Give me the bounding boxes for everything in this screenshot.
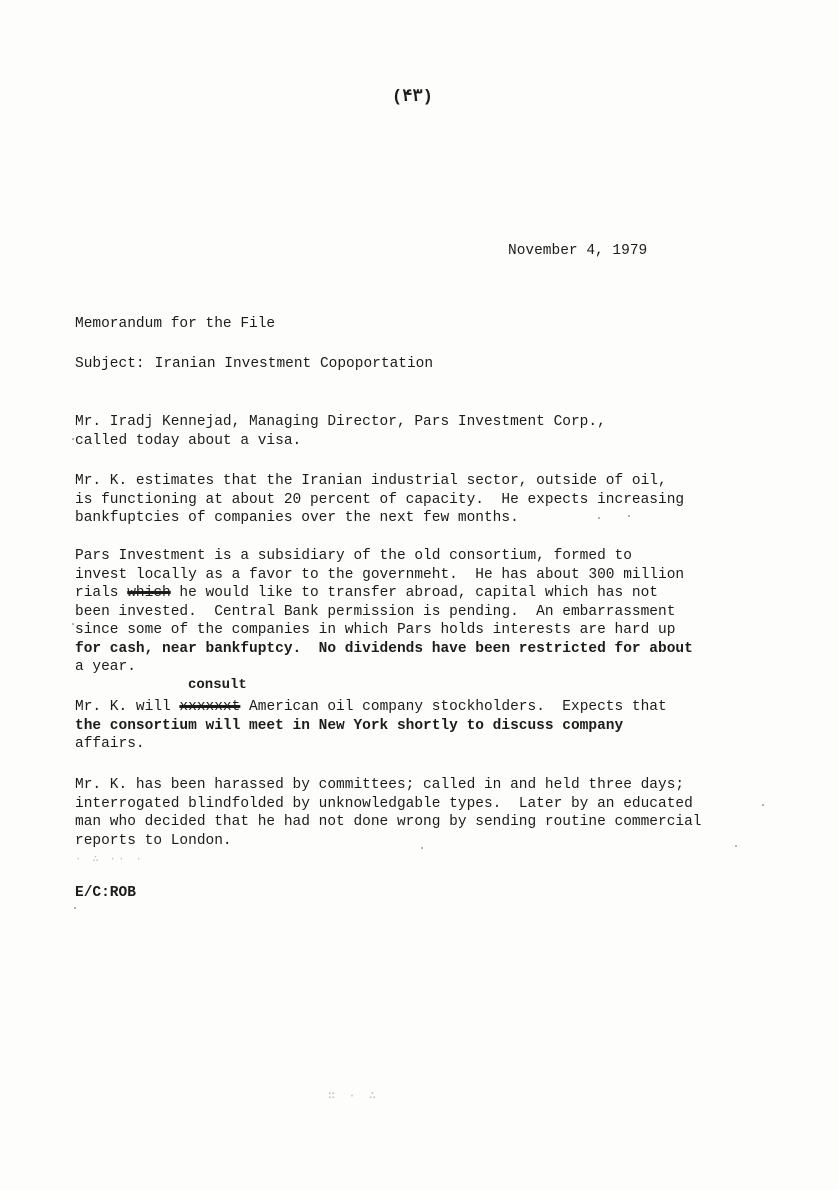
paragraph-line: for cash, near bankfuptcy. No dividends have been restricted for about	[75, 640, 693, 657]
faint-footer-stamp: ∷ · ∴	[328, 1089, 380, 1103]
paragraph-line: invest locally as a favor to the governmeht. He has about 300 million	[75, 566, 685, 583]
paragraph-line: affairs.	[75, 736, 145, 752]
scan-speck	[628, 515, 630, 517]
paragraph-pars-investment	[75, 547, 693, 677]
memo-date: November 4, 1979	[508, 243, 648, 259]
paragraph-line: a year.	[75, 659, 136, 675]
paragraph-visa-call	[75, 413, 606, 450]
paragraph-line: Mr. Iradj Kennejad, Managing Director, Pars Investment Corp.,	[75, 414, 606, 430]
text-run: he would like to transfer abroad, capital which has not	[170, 585, 659, 601]
paragraph-line: is functioning at about 20 percent of capacity. He expects increasing	[75, 491, 685, 508]
paragraph-line: been invested. Central Bank permission is pending. An embarrassment	[75, 603, 676, 620]
scan-speck	[762, 804, 764, 806]
struck-text: xxxxxxt	[179, 699, 241, 715]
paragraph-line: reports to London.	[75, 832, 232, 849]
scan-speck	[421, 847, 423, 849]
paragraph-line	[75, 584, 693, 603]
subject-label: Subject:	[75, 356, 145, 372]
scan-speck	[598, 517, 600, 519]
paragraph-line: Pars Investment is a subsidiary of the old consortium, formed to	[75, 548, 632, 564]
paragraph-line: since some of the companies in which Pars holds interests are hard up	[75, 622, 676, 638]
paragraph-line: bankfuptcies of companies over the next few months.	[75, 510, 519, 526]
paragraph-line	[75, 698, 667, 717]
text-run: rials	[75, 585, 128, 601]
paragraph-line: Mr. K. estimates that the Iranian industrial sector, outside of oil,	[75, 473, 667, 489]
paragraph-line: called today about a visa.	[75, 432, 302, 449]
paragraph-line: man who decided that he had not done wrong by sending routine commercial	[75, 814, 702, 830]
subject-value: Iranian Investment Copoportation	[154, 356, 434, 372]
scan-speck	[74, 907, 76, 909]
struck-text: which	[127, 585, 171, 601]
scan-speck	[735, 845, 737, 847]
scan-speck	[72, 438, 74, 440]
subject-line	[75, 356, 433, 372]
text-run: American oil company stockholders. Expects that	[240, 699, 667, 715]
page-number: (۴۳)	[392, 88, 433, 107]
text-run: Mr. K. will	[75, 699, 180, 715]
paragraph-consortium	[75, 698, 667, 754]
paragraph-line: interrogated blindfolded by unknowledgable types. Later by an educated	[75, 795, 693, 812]
paragraph-line: the consortium will meet in New York shortly to discuss company	[75, 717, 624, 734]
paragraph-harassment	[75, 776, 702, 850]
inserted-word: consult	[188, 677, 247, 693]
paragraph-industrial-sector	[75, 472, 684, 528]
faint-scan-mark: · ∴ ·· ·	[75, 854, 144, 866]
author-initials: E/C:ROB	[75, 885, 136, 901]
scan-speck	[72, 623, 74, 625]
paragraph-line: Mr. K. has been harassed by committees; called in and held three days;	[75, 777, 685, 793]
memo-title: Memorandum for the File	[75, 316, 276, 332]
